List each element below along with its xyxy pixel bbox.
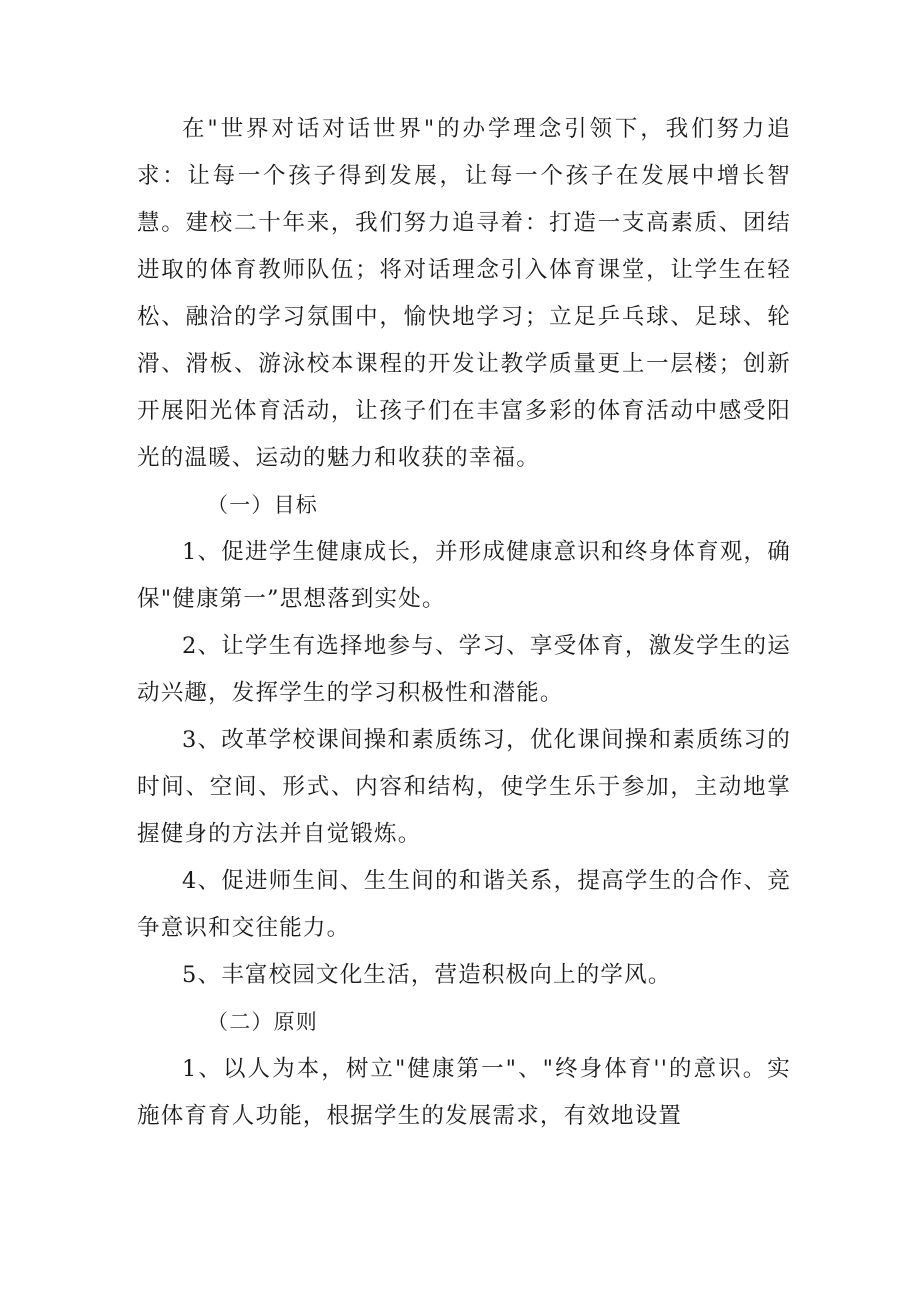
- principle-item-1: 1、以人为本，树立"健康第一"、"终身体育''的意识。实施体育育人功能，根据学生的发展需求，有效地设置: [137, 1056, 791, 1129]
- goal-item-1: 1、促进学生健康成长，并形成健康意识和终身体育观，确保"健康第一”思想落到实处。: [137, 539, 791, 612]
- goal-item-2: 2、让学生有选择地参与、学习、享受体育，激发学生的运动兴趣，发挥学生的学习积极性和潜能。: [137, 633, 791, 706]
- intro-paragraph: 在"世界对话对话世界"的办学理念引领下，我们努力追求：让每一个孩子得到发展，让每一个孩子在发展中增长智慧。建校二十年来，我们努力追寻着：打造一支高素质、团结进取的体育教师队伍；将对话理念引入体育课堂，让学生在轻松、融洽的学习氛围中，愉快地学习；立足乒乓球、足球、轮滑、滑板、游泳校本课程的开发让教学质量更上一层楼；创新开展阳光体育活动，让孩子们在丰富多彩的体育活动中感受阳光的温暖、运动的魅力和收获的幸福。: [137, 116, 791, 471]
- goal-item-3: 3、改革学校课间操和素质练习，优化课间操和素质练习的时间、空间、形式、内容和结构，使学生乐于参加，主动地掌握健身的方法并自觉锻炼。: [137, 727, 791, 847]
- goal-item-4: 4、促进师生间、生生间的和谐关系，提高学生的合作、竞争意识和交往能力。: [137, 868, 791, 941]
- document-body: [137, 106, 791, 1140]
- section-heading-principles: （二）原则: [207, 1010, 318, 1034]
- goal-item-5: 5、丰富校园文化生活，营造积极向上的学风。: [182, 962, 672, 988]
- section-heading-goals: （一）目标: [207, 493, 318, 517]
